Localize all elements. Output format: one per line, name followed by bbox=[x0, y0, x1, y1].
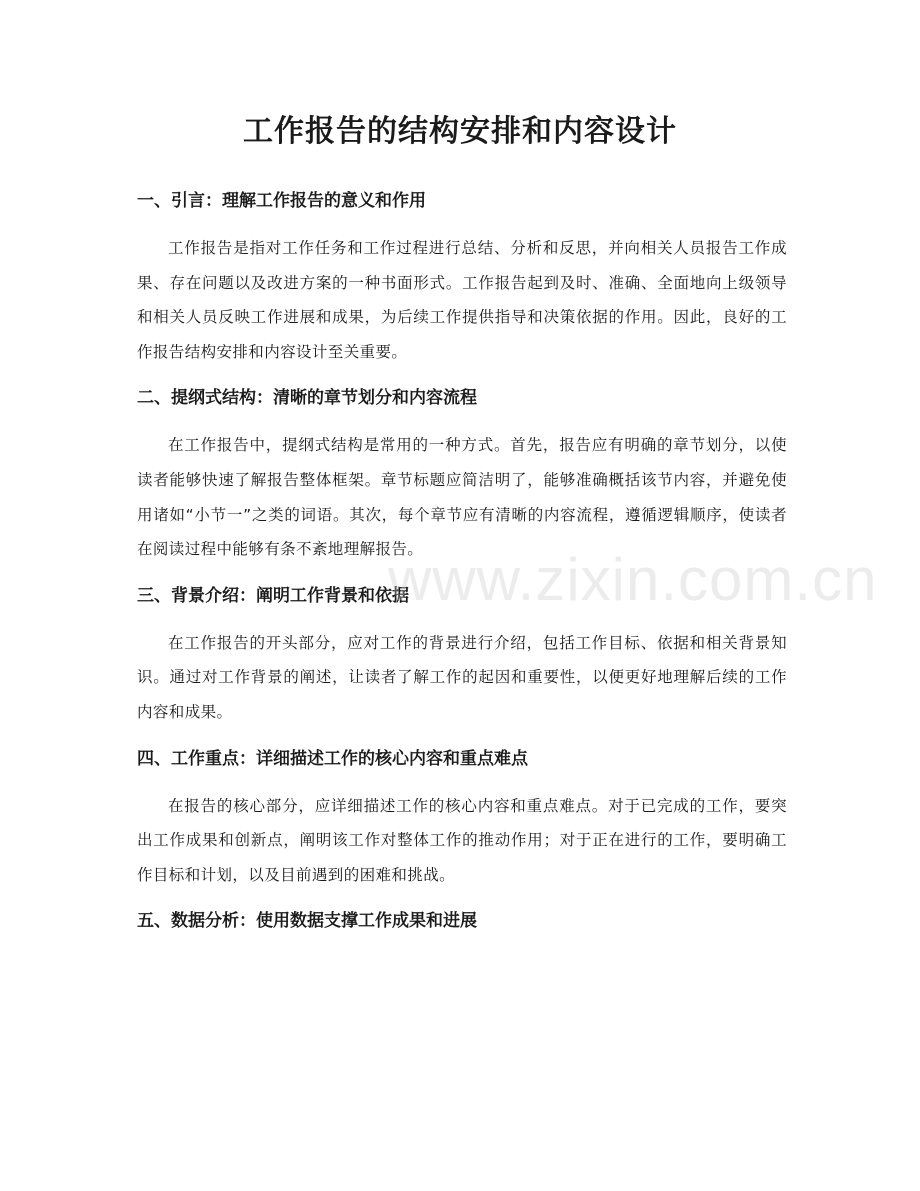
section-heading-1: 一、引言：理解工作报告的意义和作用 bbox=[137, 191, 426, 211]
section-body-2: 在工作报告中，提纲式结构是常用的一种方式。首先，报告应有明确的章节划分，以使读者能够快速了解报告整体框架。章节标题应简洁明了，能够准确概括该节内容，并避免使用诸如“小节一”之类的词语。其次，每个章节应有清晰的内容流程，遵循逻辑顺序，使读者在阅读过程中能够有条不紊地理解报告。 bbox=[137, 436, 787, 559]
section-body-3: 在工作报告的开头部分，应对工作的背景进行介绍，包括工作目标、依据和相关背景知识。通过对工作背景的阐述，让读者了解工作的起因和重要性，以便更好地理解后续的工作内容和成果。 bbox=[137, 633, 787, 721]
page-title: 工作报告的结构安排和内容设计 bbox=[243, 114, 677, 149]
section-heading-4: 四、工作重点：详细描述工作的核心内容和重点难点 bbox=[137, 748, 528, 769]
section-body-4: 在报告的核心部分，应详细描述工作的核心内容和重点难点。对于已完成的工作，要突出工作成果和创新点，阐明该工作对整体工作的推动作用；对于正在进行的工作，要明确工作目标和计划，以及目前遇到的困难和挑战。 bbox=[137, 796, 787, 884]
section-heading-5: 五、数据分析：使用数据支撑工作成果和进展 bbox=[137, 911, 477, 932]
section-heading-3: 三、背景介绍：阐明工作背景和依据 bbox=[137, 585, 409, 606]
section-heading-2: 二、提纲式结构：清晰的章节划分和内容流程 bbox=[137, 388, 477, 409]
watermark: www.zixin.com.cn bbox=[388, 546, 878, 613]
section-body-1: 工作报告是指对工作任务和工作过程进行总结、分析和反思，并向相关人员报告工作成果、存在问题以及改进方案的一种书面形式。工作报告起到及时、准确、全面地向上级领导和相关人员反映工作进展和成果，为后续工作提供指导和决策依据的作用。因此，良好的工作报告结构安排和内容设计至关重要。 bbox=[137, 239, 787, 361]
document-content bbox=[137, 183, 787, 951]
